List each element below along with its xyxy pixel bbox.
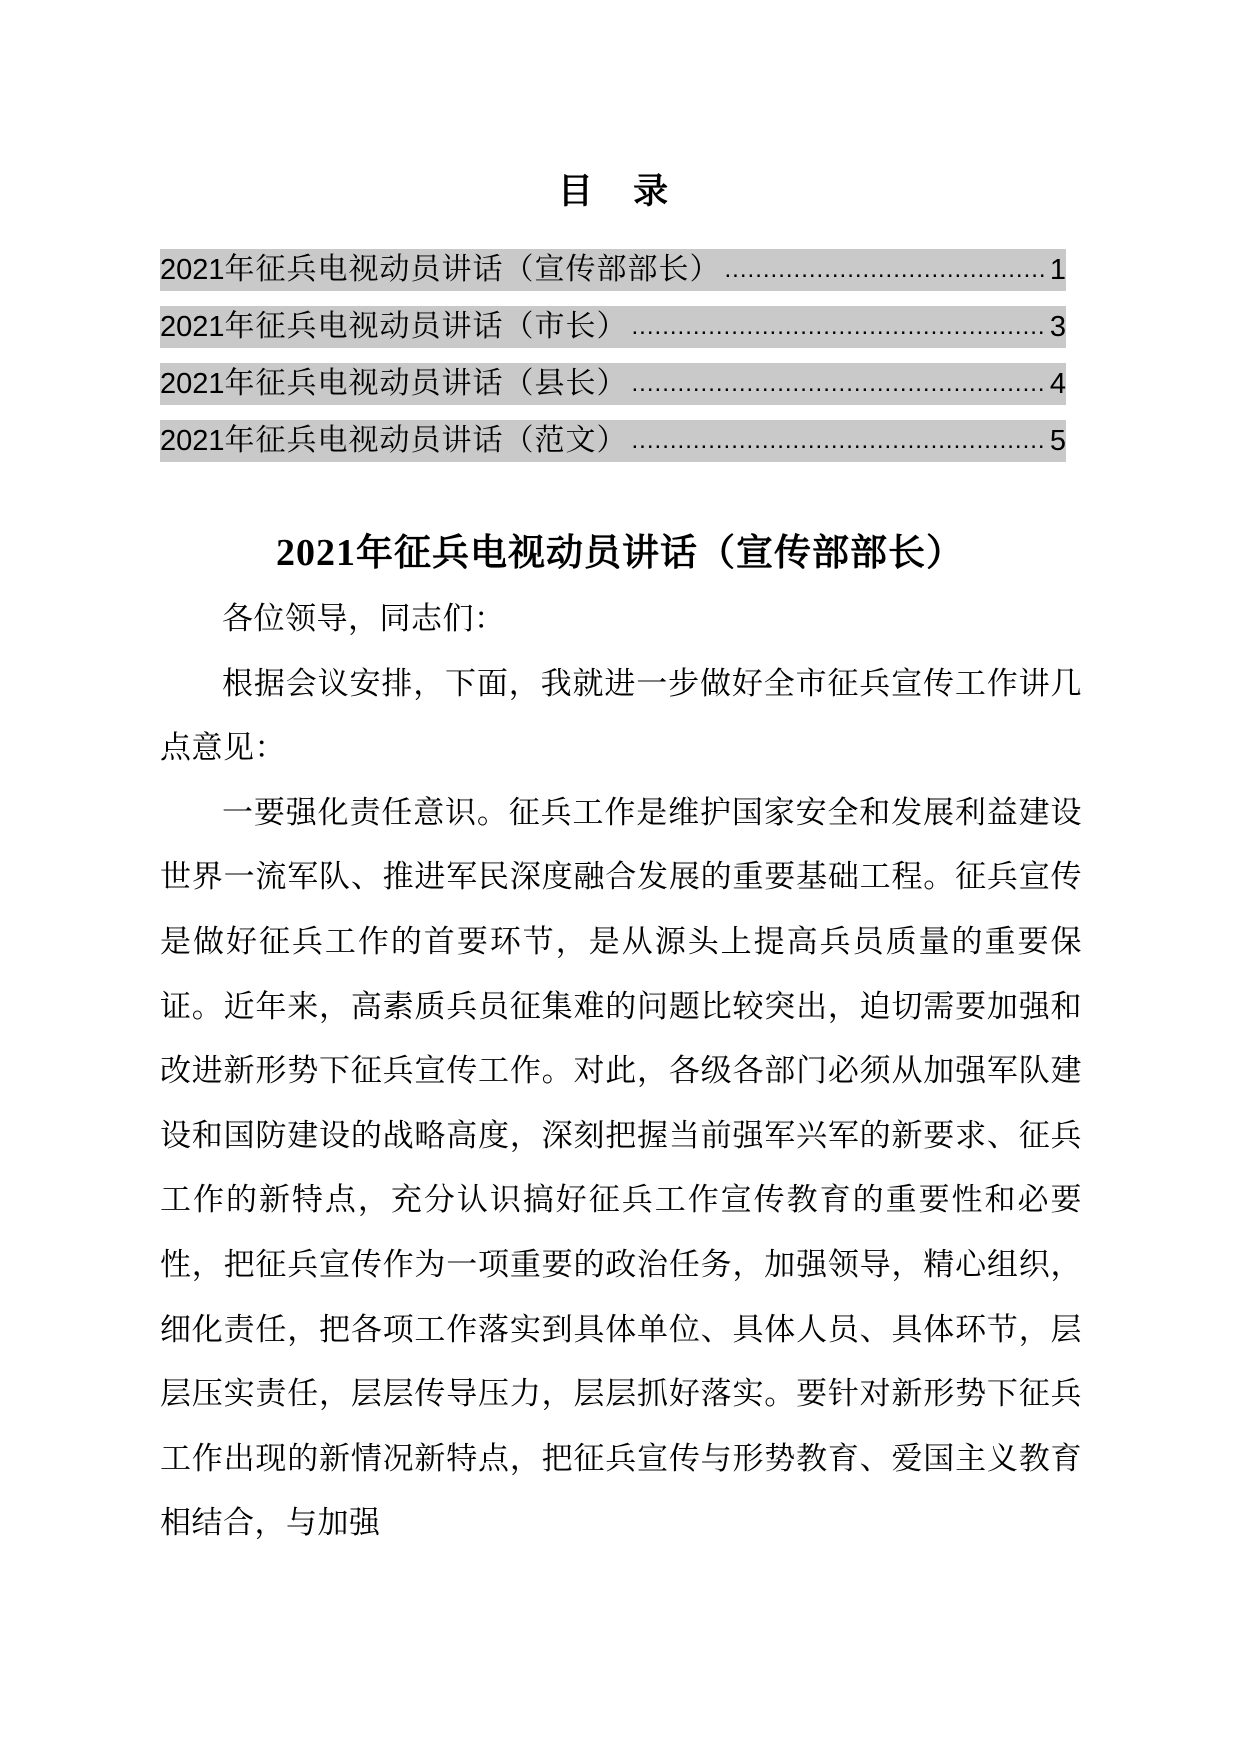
toc-entry-year: 2021 bbox=[160, 368, 225, 400]
toc-entry-page: 5 bbox=[1049, 425, 1066, 457]
toc-entry[interactable] bbox=[160, 420, 1066, 462]
toc-entry[interactable] bbox=[160, 306, 1066, 348]
toc-leader-dots bbox=[725, 249, 1046, 291]
toc-leader-dots bbox=[632, 306, 1046, 348]
document-body bbox=[160, 587, 1082, 1556]
toc-entry-year: 2021 bbox=[160, 311, 225, 343]
document-title-text: 年征兵电视动员讲话（宣传部部长） bbox=[356, 531, 964, 574]
toc-entry-title: 年征兵电视动员讲话（范文） bbox=[224, 423, 628, 458]
toc-leader-dots bbox=[632, 363, 1046, 405]
toc-entry[interactable] bbox=[160, 363, 1066, 405]
toc-leader-dots bbox=[632, 420, 1046, 462]
body-paragraph: 一要强化责任意识。征兵工作是维护国家安全和发展利益建设世界一流军队、推进军民深度融合发展的重要基础工程。征兵宣传是做好征兵工作的首要环节，是从源头上提高兵员质量的重要保证。近年来，高素质兵员征集难的问题比较突出，迫切需要加强和改进新形势下征兵宣传工作。对此，各级各部门必须从加强军队建设和国防建设的战略高度，深刻把握当前强军兴军的新要求、征兵工作的新特点，充分认识搞好征兵工作宣传教育的重要性和必要性，把征兵宣传作为一项重要的政治任务，加强领导，精心组织，细化责任，把各项工作落实到具体单位、具体人员、具体环节，层层压实责任，层层传导压力，层层抓好落实。要针对新形势下征兵工作出现的新情况新特点，把征兵宣传与形势教育、爱国主义教育相结合，与加强 bbox=[160, 794, 1082, 1542]
toc-entry-title: 年征兵电视动员讲话（市长） bbox=[224, 309, 628, 344]
document-title-year: 2021 bbox=[276, 532, 356, 574]
toc-entry-year: 2021 bbox=[160, 425, 225, 457]
salutation-paragraph: 各位领导，同志们： bbox=[222, 601, 506, 637]
toc-entry-title: 年征兵电视动员讲话（宣传部部长） bbox=[224, 252, 721, 287]
toc-entry-page: 4 bbox=[1049, 368, 1066, 400]
toc-entry[interactable] bbox=[160, 249, 1066, 291]
document-title bbox=[0, 528, 1240, 578]
toc-entry-page: 3 bbox=[1049, 311, 1066, 343]
toc-entry-page: 1 bbox=[1049, 254, 1066, 286]
body-paragraph: 根据会议安排，下面，我就进一步做好全市征兵宣传工作讲几点意见： bbox=[160, 665, 1082, 767]
toc-title: 目 录 bbox=[557, 172, 683, 212]
toc-entry-title: 年征兵电视动员讲话（县长） bbox=[224, 366, 628, 401]
toc-entry-year: 2021 bbox=[160, 254, 225, 286]
